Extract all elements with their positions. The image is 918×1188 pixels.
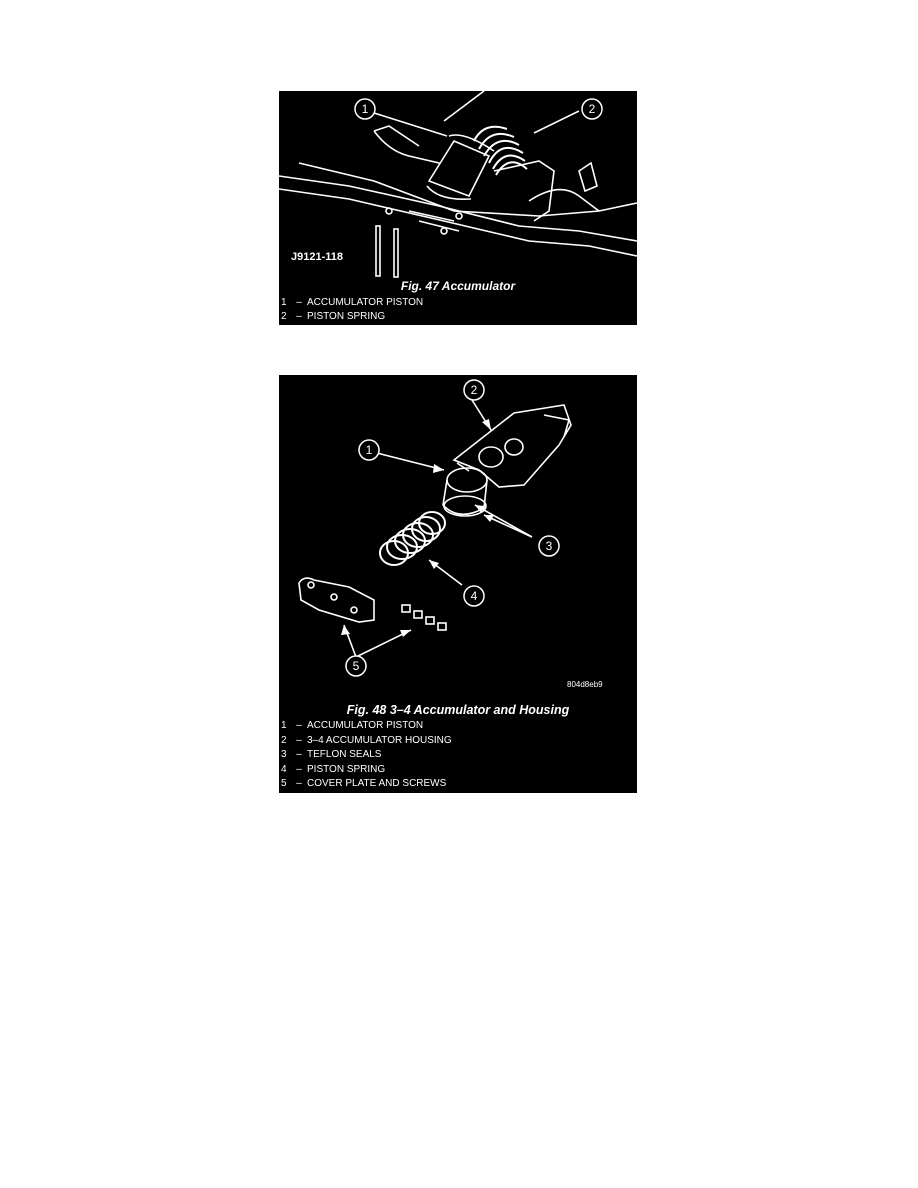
- callout-3: [539, 536, 559, 556]
- figure-reference-code: 804d8eb9: [567, 680, 603, 689]
- legend-item: 3 – TEFLON SEALS: [281, 749, 382, 761]
- svg-text:5: 5: [352, 659, 360, 673]
- callout-2: [582, 99, 602, 119]
- svg-text:4: 4: [470, 589, 478, 603]
- svg-text:2: 2: [470, 383, 478, 397]
- figure-reference-code: J9121-118: [291, 251, 343, 263]
- callout-2: [464, 380, 484, 400]
- figure-caption: Fig. 47 Accumulator: [400, 279, 516, 293]
- legend-item: 1 – ACCUMULATOR PISTON: [281, 720, 424, 731]
- callout-1: [355, 99, 375, 119]
- legend-item: 2 – PISTON SPRING: [281, 311, 386, 322]
- svg-text:1: 1: [365, 443, 373, 457]
- callout-4: [464, 586, 484, 606]
- callout-1: [359, 440, 379, 460]
- figure-48: [279, 375, 637, 793]
- legend-item: 1 – ACCUMULATOR PISTON: [281, 297, 424, 308]
- svg-text:1: 1: [361, 102, 369, 116]
- legend-item: 2 – 3–4 ACCUMULATOR HOUSING: [281, 734, 452, 746]
- svg-text:2: 2: [588, 102, 596, 116]
- legend-item: 5 – COVER PLATE AND SCREWS: [281, 778, 447, 790]
- figure-47: [279, 91, 637, 325]
- callout-5: [346, 656, 366, 676]
- legend-item: 4 – PISTON SPRING: [281, 763, 386, 775]
- figure-caption: Fig. 48 3–4 Accumulator and Housing: [346, 703, 570, 717]
- svg-text:3: 3: [545, 539, 553, 553]
- figure-legend: [281, 719, 452, 792]
- figure-legend: [281, 296, 423, 324]
